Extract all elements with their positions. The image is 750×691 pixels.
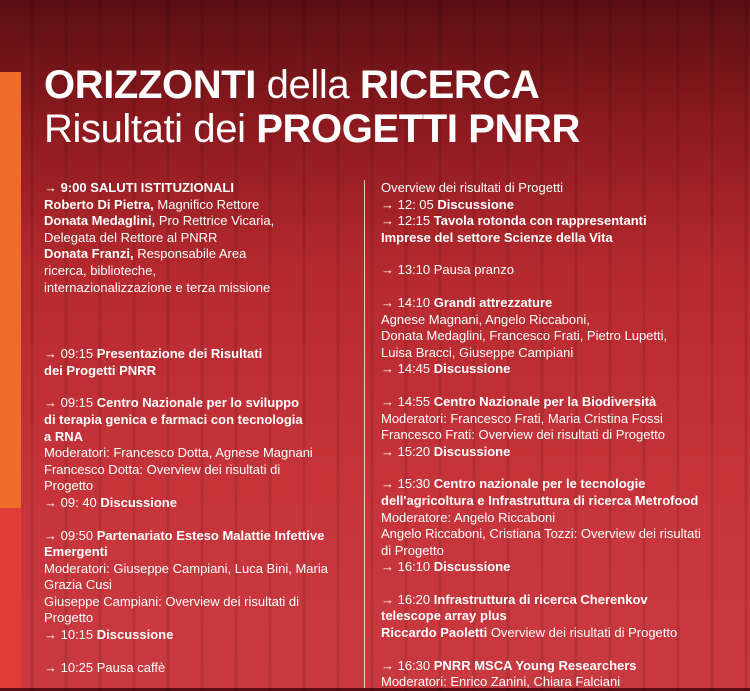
left-accent-stripe-lower: [0, 508, 21, 688]
speaker-role: ricerca, biblioteche,: [44, 262, 156, 278]
title-progetti-pnrr: PROGETTI PNRR: [256, 107, 580, 151]
speaker-name: Riccardo Paoletti: [381, 625, 488, 641]
title-line-2: [44, 107, 580, 151]
time-marker: → 09:15: [44, 346, 97, 362]
title-della: della: [266, 63, 350, 107]
title-line-1: [44, 63, 580, 107]
session-grandi-attrezzature: [381, 295, 731, 378]
time-marker: → 10:15: [44, 627, 97, 643]
speakers: Luisa Bracci, Giuseppe Campiani: [381, 344, 574, 360]
discussion: Discussione: [433, 361, 511, 377]
time-marker: → 14:55: [381, 393, 434, 409]
speaker-role: internazionalizzazione e terza missione: [44, 279, 271, 295]
column-divider: [364, 180, 365, 688]
moderators: Moderatore: Angelo Riccaboni: [381, 509, 556, 525]
moderators: Grazia Cusi: [44, 577, 112, 593]
session-heading: Centro Nazionale per la Biodiversità: [433, 393, 657, 409]
session-continued: [381, 180, 731, 246]
discussion: Discussione: [437, 196, 514, 212]
overview: di Progetto: [381, 542, 444, 558]
session-rna: [44, 395, 354, 511]
overview: Angelo Riccaboni, Cristiana Tozzi: Overview dei risultati: [381, 526, 701, 542]
title-orizzonti: ORIZZONTI: [44, 63, 256, 107]
left-accent-stripe: [0, 72, 21, 508]
time-marker: → 14:45: [381, 361, 434, 377]
discussion: Discussione: [96, 627, 174, 643]
time-marker: → 12:15: [381, 213, 434, 229]
session-heading: Presentazione dei Risultati: [96, 346, 263, 362]
time-marker: → 16:30: [381, 657, 434, 673]
poster-title: [44, 63, 580, 151]
session-heading: PNRR MSCA Young Researchers: [433, 657, 637, 673]
discussion: Discussione: [100, 494, 177, 510]
speaker-name: Roberto Di Pietra,: [44, 196, 154, 212]
moderators: Moderatori: Francesco Frati, Maria Cristina Fossi: [381, 410, 663, 426]
overview: Overview dei risultati di Progetti: [381, 180, 564, 195]
session-biodiversita: [381, 394, 731, 460]
session-saluti: [44, 180, 354, 296]
time-marker: → 09:50: [44, 527, 97, 543]
overview: Francesco Dotta: Overview dei risultati di: [44, 461, 281, 477]
session-agritech-metrofood: [381, 476, 731, 576]
session-msca: [381, 658, 731, 691]
session-heading: dell'agricoltura e Infrastruttura di ricerca Metrofood: [381, 492, 699, 508]
overview: Overview dei risultati di Progetto: [487, 625, 678, 641]
title-risultati-dei: Risultati dei: [44, 107, 246, 151]
session-heading: Partenariato Esteso Malattie Infettive: [96, 527, 325, 543]
session-heading: Imprese del settore Scienze della Vita: [381, 229, 613, 245]
session-pausa-pranzo: → 13:10 Pausa pranzo: [381, 262, 514, 278]
speaker-role: Magnifico Rettore: [153, 196, 260, 212]
session-heading: Centro Nazionale per lo sviluppo: [96, 395, 300, 411]
session-heading: Infrastruttura di ricerca Cherenkov: [433, 591, 648, 607]
time-marker: → 16:20: [381, 591, 434, 607]
time-marker: → 09: 40: [44, 494, 101, 510]
session-heading: Centro nazionale per le tecnologie: [433, 476, 646, 492]
session-heading: telescope array plus: [381, 608, 507, 624]
moderators: Moderatori: Giuseppe Campiani, Luca Bini, Maria: [44, 560, 328, 576]
time-marker: → 09:15: [44, 395, 97, 411]
session-heading: Emergenti: [44, 544, 108, 560]
time-marker: → 14:10: [381, 294, 434, 310]
speaker-name: Donata Franzi,: [44, 246, 134, 262]
session-heading: → 9:00 SALUTI ISTITUZIONALI: [44, 180, 234, 195]
speakers: Donata Medaglini, Francesco Frati, Pietro Lupetti,: [381, 328, 668, 344]
session-heading: di terapia genica e farmaci con tecnologia: [44, 411, 303, 427]
time-marker: → 15:20: [381, 443, 434, 459]
session-heading: dei Progetti PNRR: [44, 362, 156, 378]
discussion: Discussione: [433, 559, 511, 575]
overview: Progetto: [44, 478, 94, 494]
discussion: Discussione: [433, 443, 511, 459]
title-ricerca: RICERCA: [359, 63, 540, 107]
time-marker: → 16:10: [381, 559, 434, 575]
overview: Francesco Frati: Overview dei risultati di Progetto: [381, 427, 665, 443]
overview: Giuseppe Campiani: Overview dei risultati di: [44, 593, 300, 609]
session-cherenkov: [381, 592, 731, 642]
speaker-role: Responsabile Area: [133, 246, 247, 262]
program-right-column: [381, 180, 731, 691]
session-heading: a RNA: [44, 428, 84, 444]
time-marker: → 12: 05: [381, 196, 438, 212]
overview: Progetto: [44, 610, 94, 626]
session-presentazione: [44, 346, 354, 379]
speaker-role: Pro Rettrice Vicaria,: [155, 213, 275, 229]
session-heading: Tavola rotonda con rappresentanti: [433, 213, 647, 229]
session-malattie-infettive: [44, 528, 354, 644]
moderators: Moderatori: Enrico Zanini, Chiara Falciani: [381, 674, 621, 690]
session-heading: Grandi attrezzature: [433, 294, 553, 310]
session-pausa-caffe: → 10:25 Pausa caffè: [44, 659, 166, 675]
speakers: Agnese Magnani, Angelo Riccaboni,: [381, 311, 590, 327]
program-left-column: [44, 180, 354, 676]
moderators: Moderatori: Francesco Dotta, Agnese Magnani: [44, 445, 313, 461]
speaker-role: Delegata del Rettore al PNRR: [44, 229, 218, 245]
speaker-name: Donata Medaglini,: [44, 213, 156, 229]
time-marker: → 15:30: [381, 476, 434, 492]
